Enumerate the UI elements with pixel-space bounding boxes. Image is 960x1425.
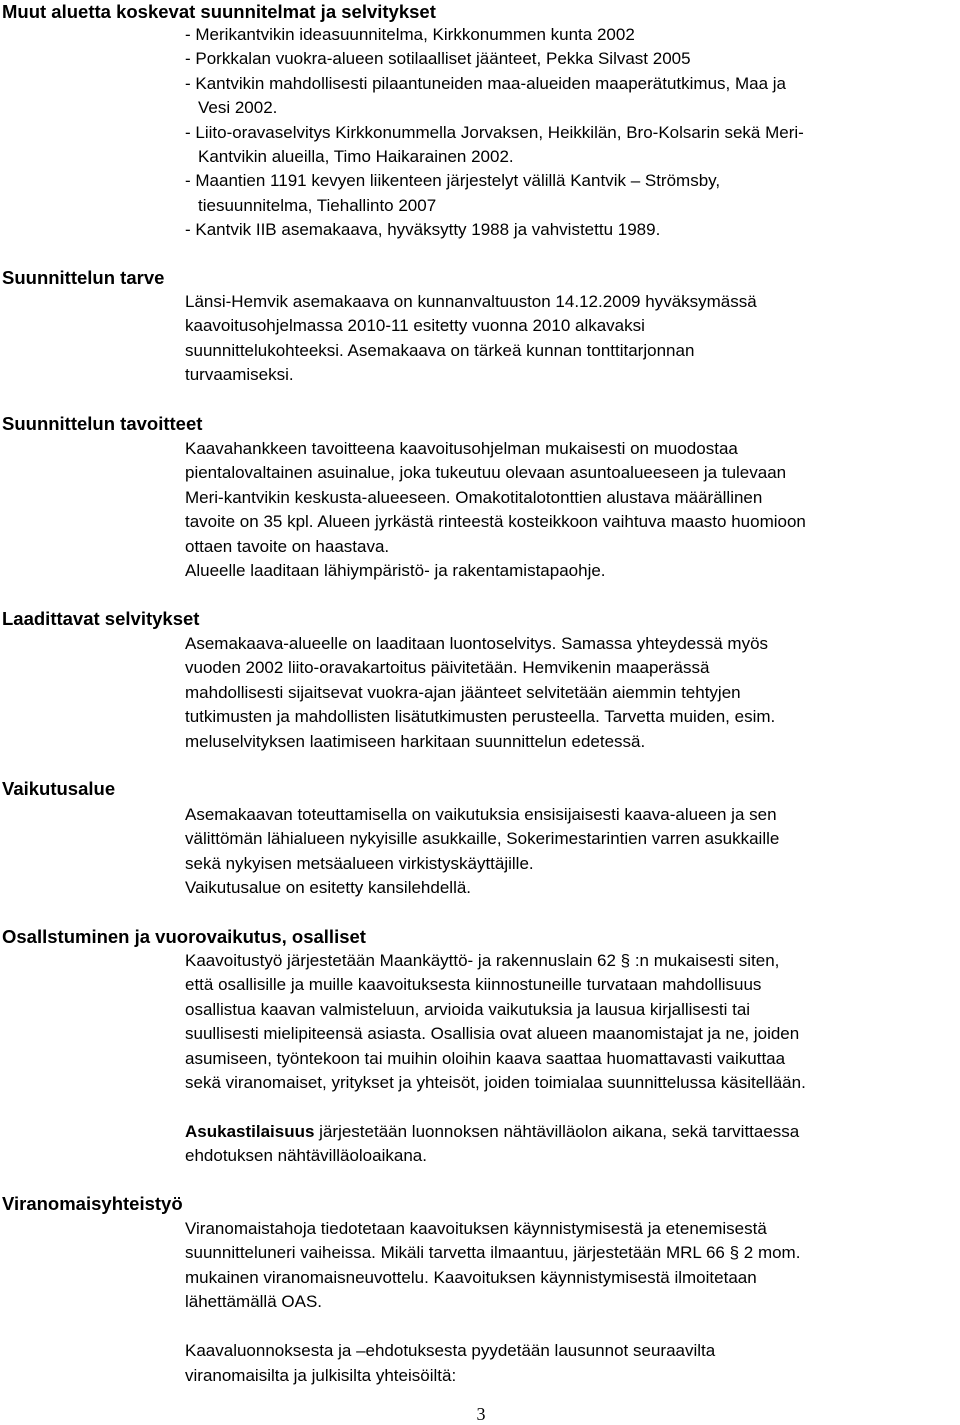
paragraph-line: suunnittelukohteeksi. Asemakaava on tärkeä kunnan tonttitarjonnan [185,340,695,360]
plan-list-item: - Liito-oravaselvitys Kirkkonummella Jorvaksen, Heikkilän, Bro-Kolsarin sekä Meri- [185,122,804,142]
paragraph-line: ehdotuksen nähtävilläoloaikana. [185,1146,427,1166]
section-laadittavat-selvitykset [185,632,960,754]
paragraph-line: asumiseen, työntekoon tai muihin oloihin kaava saattaa huomattavasti vaikuttaa [185,1048,786,1068]
plan-list-item: - Maantien 1191 kevyen liikenteen järjestelyt välillä Kantvik – Strömsby, [185,171,721,191]
paragraph-line: suullisesti mielipiteensä asiasta. Osallisia ovat alueen maanomistajat ja ne, joiden [185,1024,800,1044]
paragraph-line: suunnitteluneri vaiheissa. Mikäli tarvetta ilmaantuu, järjestetään MRL 66 § 2 mom. [185,1243,801,1263]
paragraph-line: Asemakaava-alueelle on laaditaan luontoselvitys. Samassa yhteydessä myös [185,634,769,653]
heading-suunnittelun-tarve: Suunnittelun tarve [2,267,165,288]
heading-vaikutusalue: Vaikutusalue [2,778,116,799]
plan-list-item-continued: Kantvikin alueilla, Timo Haikarainen 2002. [198,147,514,167]
paragraph-text: järjestetään luonnoksen nähtävilläolon aikana, sekä tarvittaessa [314,1121,800,1141]
plan-list-item-continued: Vesi 2002. [198,98,278,118]
plan-list-item: - Merikantvikin ideasuunnitelma, Kirkkonummen kunta 2002 [185,25,635,44]
asukastilaisuus-term: Asukastilaisuus [185,1121,315,1141]
section-muut-suunnitelmat [185,23,960,243]
plan-list-item: - Kantvik IIB asemakaava, hyväksytty 1988 ja vahvistettu 1989. [185,220,661,240]
section-suunnittelun-tarve [185,290,960,388]
paragraph-line: Asemakaavan toteuttamisella on vaikutuksia ensisijaisesti kaava-alueen ja sen [185,805,777,824]
heading-viranomaisyhteistyo: Viranomaisyhteistyö [2,1193,183,1214]
section-osallistuminen [185,949,960,1169]
paragraph-line: kaavoitusohjelmassa 2010-11 esitetty vuonna 2010 alkavaksi [185,316,645,336]
paragraph-line: Meri-kantvikin keskusta-alueeseen. Omakotitalotonttien alustava määrällinen [185,487,763,507]
paragraph-line: Kaavoitustyö järjestetään Maankäyttö- ja rakennuslain 62 § :n mukaisesti siten, [185,951,780,970]
paragraph-line: viranomaisilta ja julkisilta yhteisöiltä: [185,1365,457,1385]
paragraph-line: Länsi-Hemvik asemakaava on kunnanvaltuuston 14.12.2009 hyväksymässä [185,292,757,311]
paragraph-line: tutkimusten ja mahdollisten lisätutkimusten perusteella. Tarvetta muiden, esim. [185,707,776,727]
plan-list-item: - Porkkalan vuokra-alueen sotilaalliset jäänteet, Pekka Silvast 2005 [185,49,691,69]
paragraph-line: meluselvityksen laatimiseen harkitaan suunnittelun edetessä. [185,731,646,751]
paragraph-line: mahdollisesti sijaitsevat vuokra-ajan jäänteet selvitetään aiemmin tehtyjen [185,682,741,702]
paragraph-line: osallistua kaavan valmisteluun, arvioida vaikutuksia ja lausua kirjallisesti tai [185,999,751,1019]
paragraph-line: Kaavaluonnoksesta ja –ehdotuksesta pyydetään lausunnot seuraavilta [185,1341,716,1361]
section-suunnittelun-tavoitteet [185,437,960,583]
paragraph-line: että osallisille ja muille kaavoituksesta kiinnostuneille turvataan mahdollisuus [185,975,762,995]
paragraph-line: Viranomaistahoja tiedotetaan kaavoituksen käynnistymisestä ja etenemisestä [185,1219,767,1238]
heading-suunnittelun-tavoitteet: Suunnittelun tavoitteet [2,413,203,434]
asukastilaisuus-paragraph [185,1120,960,1144]
heading-muut-suunnitelmat: Muut aluetta koskevat suunnitelmat ja selvitykset [2,1,436,22]
heading-osallistuminen: Osallstuminen ja vuorovaikutus, osalliset [2,926,366,947]
paragraph-line: pientalovaltainen asuinalue, joka tukeutuu olevaan asuntoalueeseen ja tulevaan [185,463,787,483]
paragraph-line: lähettämällä OAS. [185,1292,323,1312]
plan-list-item: - Kantvikin mahdollisesti pilaantuneiden maa-alueiden maaperätutkimus, Maa ja [185,73,786,93]
heading-laadittavat-selvitykset: Laadittavat selvitykset [2,608,200,629]
page-number: 3 [476,1404,486,1424]
paragraph-line: Vaikutusalue on esitetty kansilehdellä. [185,878,472,898]
paragraph-line: sekä viranomaiset, yritykset ja yhteisöt, joiden toimialaa suunnittelussa käsitellään. [185,1073,806,1093]
paragraph-line: tavoite on 35 kpl. Alueen jyrkästä rinteestä kosteikkoon vaihtuva maasto huomioon [185,512,806,532]
plan-list-item-continued: tiesuunnitelma, Tiehallinto 2007 [198,195,437,215]
paragraph-line: vuoden 2002 liito-oravakartoitus päivitetään. Hemvikenin maaperässä [185,658,710,678]
paragraph-line: mukainen viranomaisneuvottelu. Kaavoituksen käynnistymisestä ilmoitetaan [185,1267,757,1287]
section-vaikutusalue [185,803,960,901]
paragraph-line: Kaavahankkeen tavoitteena kaavoitusohjelman mukaisesti on muodostaa [185,439,738,458]
section-viranomaisyhteistyo [185,1217,960,1388]
paragraph-line: sekä nykyisen metsäalueen virkistyskäyttäjille. [185,853,534,873]
paragraph-line: turvaamiseksi. [185,365,294,385]
paragraph-line: välittömän lähialueen nykyisille asukkaille, Sokerimestarintien varren asukkaille [185,829,780,849]
paragraph-line: ottaen tavoite on haastava. [185,536,390,556]
paragraph-line: Alueelle laaditaan lähiympäristö- ja rakentamistapaohje. [185,561,606,581]
